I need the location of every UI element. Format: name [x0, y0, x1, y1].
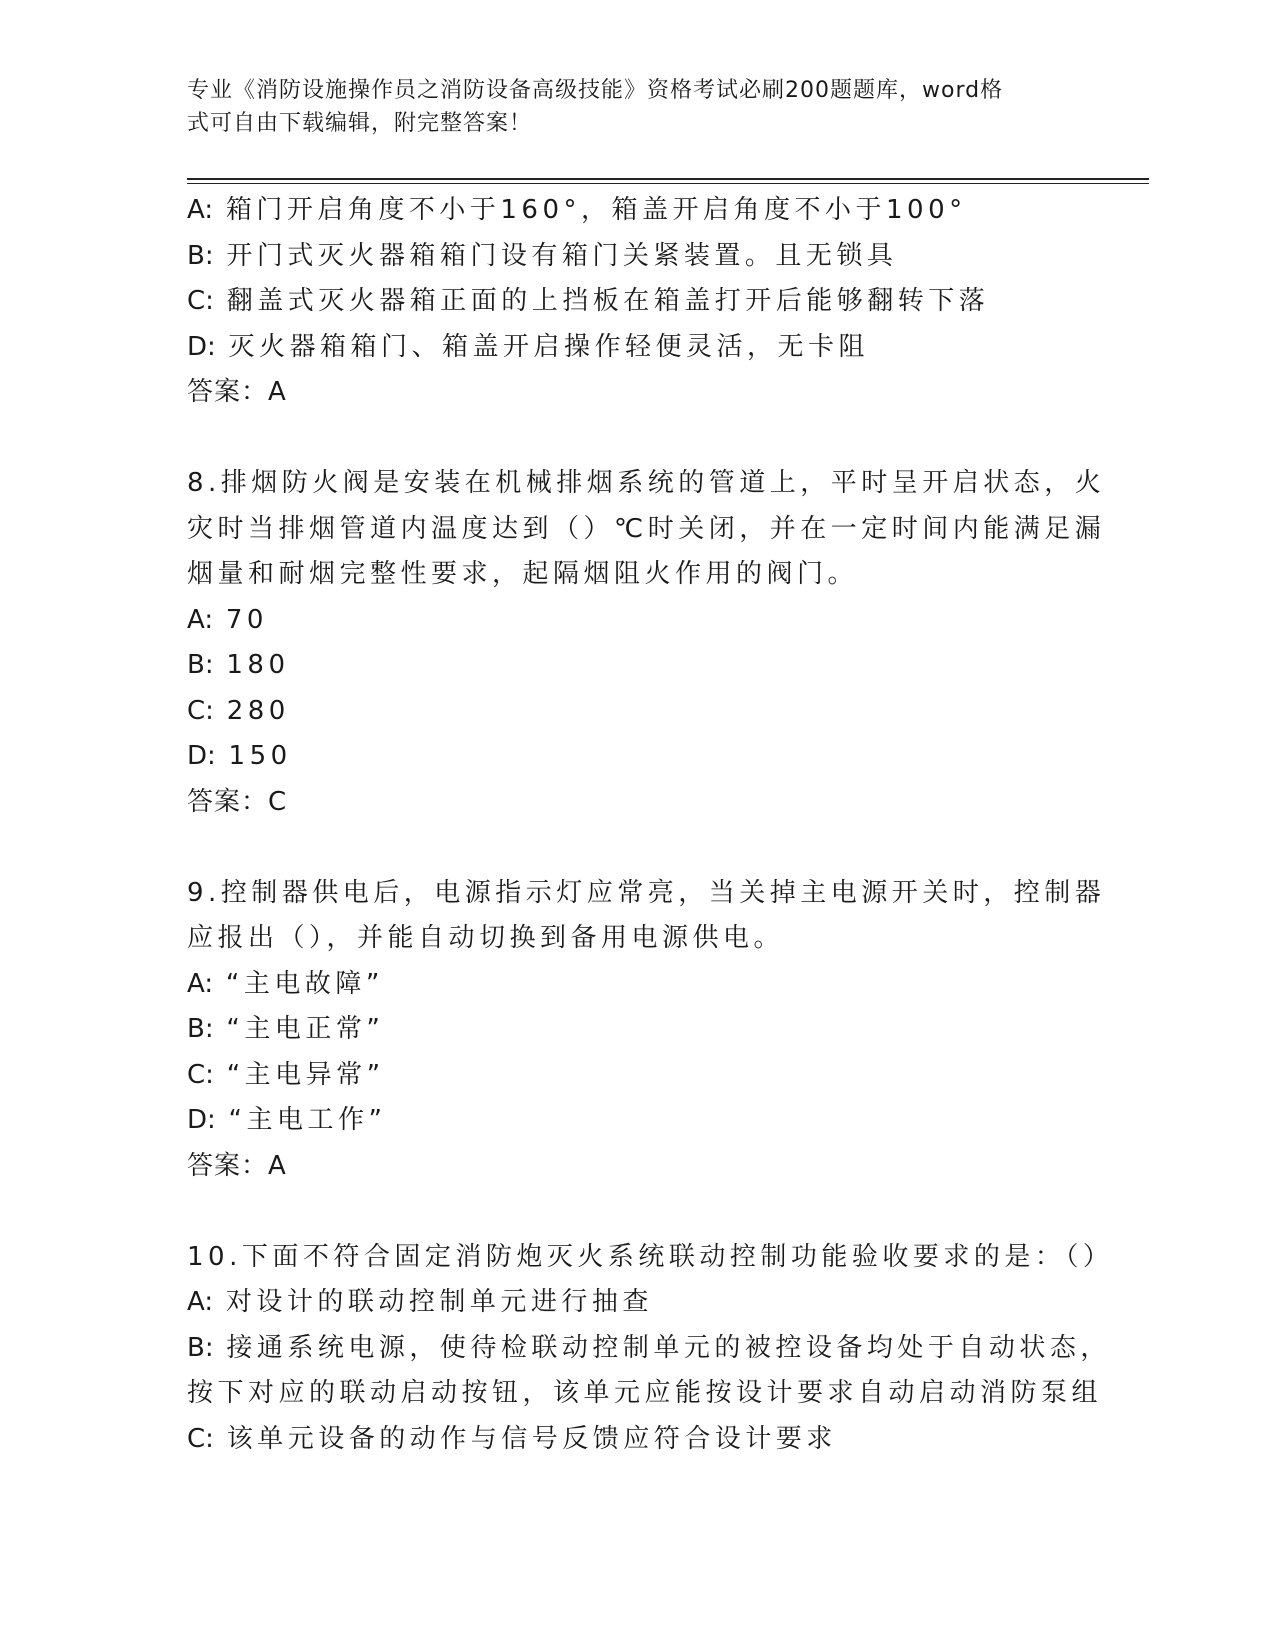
- question-7: [187, 188, 1087, 416]
- header-line-1: 专业《消防设施操作员之消防设备高级技能》资格考试必刷200题题库，word格: [187, 78, 1004, 103]
- question-stem: [187, 461, 1106, 598]
- option-a: A: 箱门开启角度不小于160°，箱盖开启角度不小于100°: [187, 195, 967, 225]
- answer: 答案：A: [187, 1150, 287, 1181]
- question-10: [187, 1235, 1114, 1463]
- question-stem: [187, 871, 1106, 962]
- option-b: B: 180: [187, 650, 290, 680]
- option-d: D: 150: [187, 741, 292, 771]
- stem-line: 8.排烟防火阀是安装在机械排烟系统的管道上，平时呈开启状态，火: [187, 468, 1106, 498]
- question-9: [187, 871, 1106, 1190]
- option-c: C: 该单元设备的动作与信号反馈应符合设计要求: [187, 1423, 837, 1454]
- option-a: A: 对设计的联动控制单元进行抽查: [187, 1287, 653, 1317]
- stem-line: 灾时当排烟管道内温度达到（）℃时关闭，并在一定时间内能满足漏: [187, 513, 1106, 544]
- stem-line: 应报出（），并能自动切换到备用电源供电。: [187, 923, 785, 953]
- stem-line: 10.下面不符合固定消防炮灭火系统联动控制功能验收要求的是：（）: [187, 1241, 1114, 1272]
- option-c: C: 280: [187, 695, 290, 726]
- answer: 答案：A: [187, 377, 287, 407]
- option-c: C: “主电异常”: [187, 1059, 385, 1090]
- option-d: D: 灭火器箱箱门、箱盖开启操作轻便灵活，无卡阻: [187, 331, 870, 362]
- stem-line: 烟量和耐烟完整性要求，起隔烟阻火作用的阀门。: [187, 559, 859, 589]
- header-line-2: 式可自由下载编辑，附完整答案！: [187, 111, 533, 136]
- document-body: [187, 188, 1114, 1462]
- option-d: D: “主电工作”: [187, 1105, 387, 1135]
- option-a: A: “主电故障”: [187, 968, 384, 999]
- option-b: B: 开门式灭火器箱箱门设有箱门关紧装置。且无锁具: [187, 240, 898, 271]
- option-a: A: 70: [187, 604, 268, 635]
- option-c: C: 翻盖式灭火器箱正面的上挡板在箱盖打开后能够翻转下落: [187, 286, 990, 316]
- stem-line: 9.控制器供电后，电源指示灯应常亮，当关掉主电源开关时，控制器: [187, 877, 1106, 908]
- option-b: B: “主电正常”: [187, 1014, 385, 1044]
- option-b-continued: 按下对应的联动启动按钮，该单元应能按设计要求自动启动消防泵组: [187, 1378, 1103, 1408]
- option-b: B: 接通系统电源，使待检联动控制单元的被控设备均处于自动状态，: [187, 1332, 1111, 1363]
- answer: 答案：C: [187, 786, 288, 817]
- header-rule-thin: [187, 183, 1149, 184]
- header-rule-thick: [187, 178, 1149, 180]
- document-header: [187, 74, 1067, 140]
- question-stem: [187, 1235, 1114, 1281]
- question-8: [187, 461, 1106, 825]
